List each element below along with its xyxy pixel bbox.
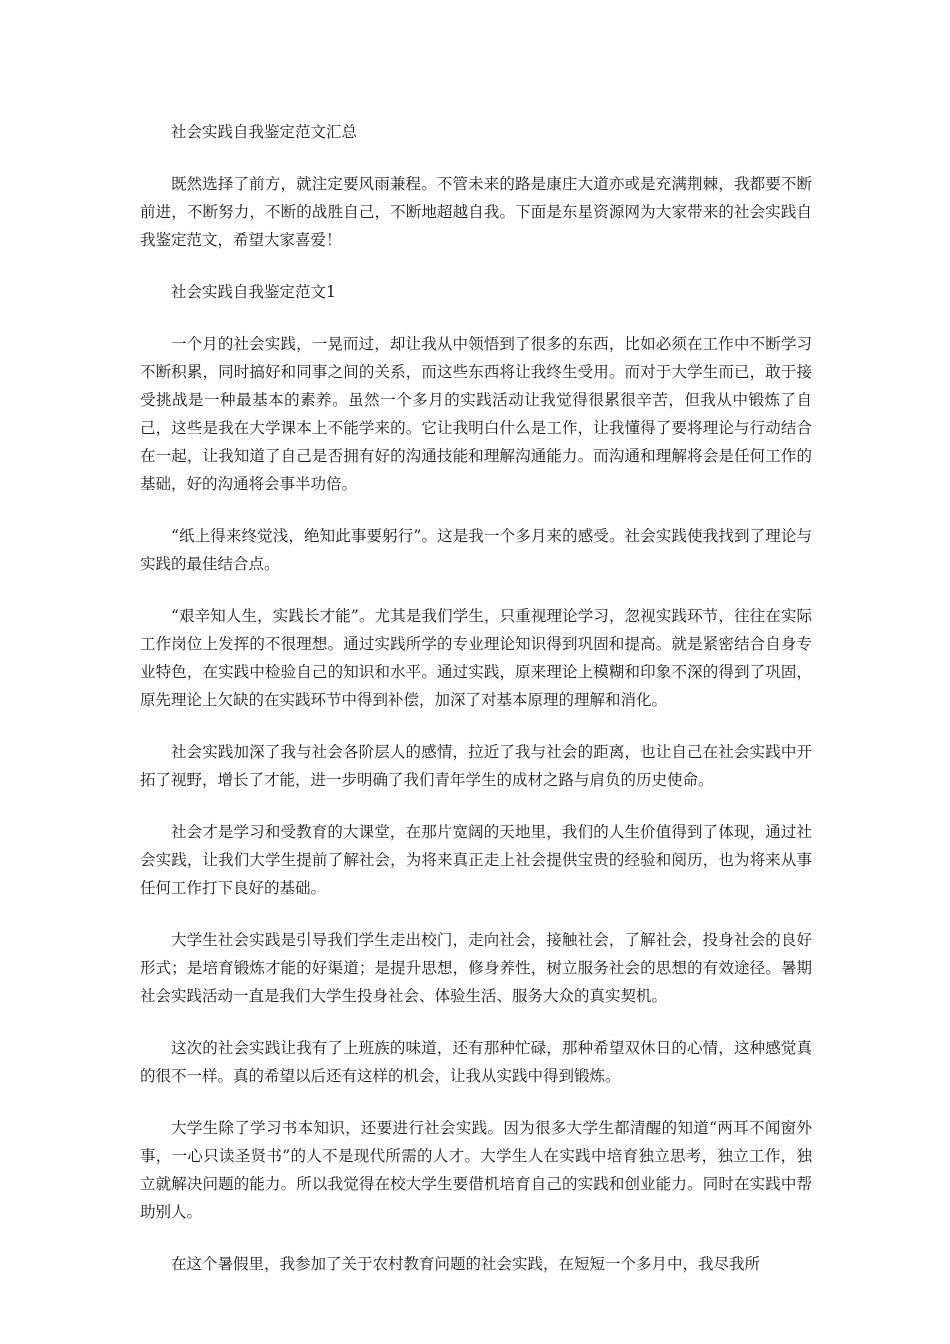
body-paragraph: 在这个暑假里，我参加了关于农村教育问题的社会实践，在短短一个多月中，我尽我所 <box>171 1255 761 1273</box>
body-paragraph: 一个月的社会实践，一晃而过，却让我从中领悟到了很多的东西，比如必须在工作中不断学习不断积累，同时搞好和同事之间的关系，而这些东西将让我终生受用。而对于大学生而已，敢于接受挑战是一种最基本的素养。虽然一个多月的实践活动让我觉得很累很辛苦，但我从中锻炼了自己，这些是我在大学课本上不能学来的。它让我明白什么是工作，让我懂得了要将理论与行动结合在一起，让我知道了自己是否拥有好的沟通技能和理解沟通能力。而沟通和理解将会是任何工作的基础，好的沟通将会事半功倍。 <box>140 335 812 493</box>
body-paragraph: 社会才是学习和受教育的大课堂，在那片宽阔的天地里，我们的人生价值得到了体现，通过社会实践，让我们大学生提前了解社会，为将来真正走上社会提供宝贵的经验和阅历，也为将来从事任何工作打下良好的基础。 <box>140 823 812 897</box>
body-paragraph: “纸上得来终觉浅，绝知此事要躬行”。这是我一个多月来的感受。社会实践使我找到了理论与实践的最佳结合点。 <box>140 527 812 573</box>
body-paragraph: 这次的社会实践让我有了上班族的味道，还有那种忙碌，那种希望双休日的心情，这种感觉真的很不一样。真的希望以后还有这样的机会，让我从实践中得到锻炼。 <box>140 1039 812 1085</box>
body-paragraph: “艰辛知人生，实践长才能”。尤其是我们学生，只重视理论学习，忽视实践环节，往往在实际工作岗位上发挥的不很理想。通过实践所学的专业理论知识得到巩固和提高。就是紧密结合自身专业特色，在实践中检验自己的知识和水平。通过实践，原来理论上模糊和印象不深的得到了巩固，原先理论上欠缺的在实践环节中得到补偿，加深了对基本原理的理解和消化。 <box>140 607 812 709</box>
body-paragraph: 社会实践加深了我与社会各阶层人的感情，拉近了我与社会的距离，也让自己在社会实践中开拓了视野，增长了才能，进一步明确了我们青年学生的成材之路与肩负的历史使命。 <box>140 743 812 789</box>
section-heading: 社会实践自我鉴定范文1 <box>171 283 336 301</box>
body-paragraph: 大学生社会实践是引导我们学生走出校门，走向社会，接触社会，了解社会，投身社会的良好形式；是培育锻炼才能的好渠道；是提升思想，修身养性，树立服务社会的思想的有效途径。暑期社会实践活动一直是我们大学生投身社会、体验生活、服务大众的真实契机。 <box>140 931 812 1005</box>
body-paragraph: 大学生除了学习书本知识，还要进行社会实践。因为很多大学生都清醒的知道“两耳不闻窗外事，一心只读圣贤书”的人不是现代所需的人才。大学生人在实践中培育独立思考，独立工作，独立就解决问题的能力。所以我觉得在校大学生要借机培育自己的实践和创业能力。同时在实践中帮助别人。 <box>140 1119 812 1221</box>
document-body <box>140 118 812 1302</box>
intro-paragraph: 既然选择了前方，就注定要风雨兼程。不管未来的路是康庄大道亦或是充满荆棘，我都要不断前进，不断努力，不断的战胜自己，不断地超越自我。下面是东星资源网为大家带来的社会实践自我鉴定范文，希望大家喜爱！ <box>140 175 812 249</box>
document-title: 社会实践自我鉴定范文汇总 <box>171 123 358 141</box>
